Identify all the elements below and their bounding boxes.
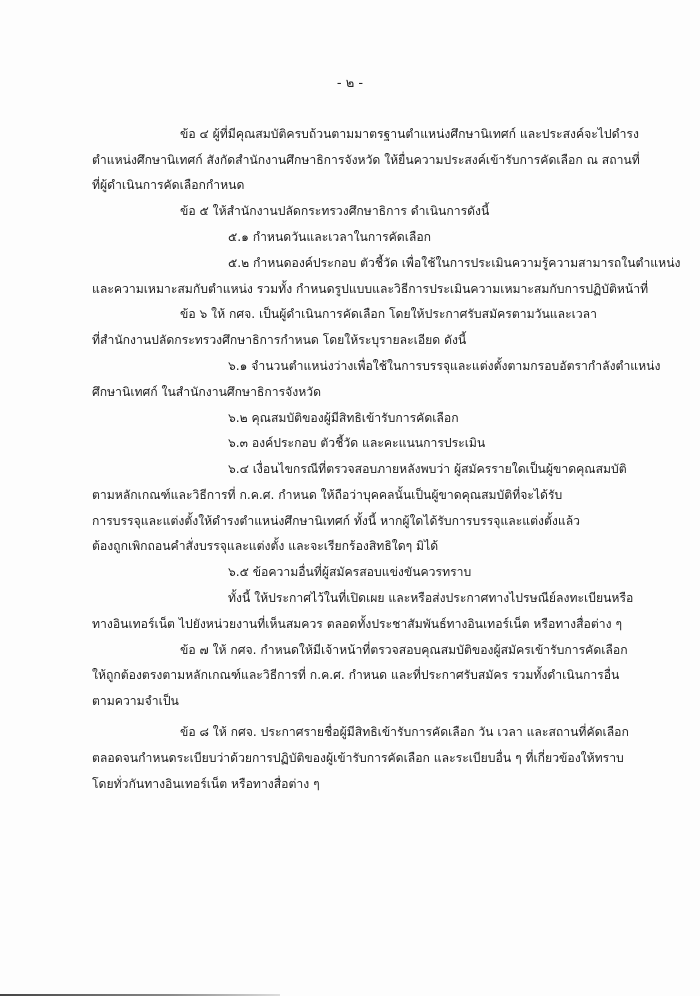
paragraph-continuation-line: และความเหมาะสมกับตำแหน่ง รวมทั้ง กำหนดรูปแบบและวิธีการประเมินความเหมาะสมกับการปฏิบัติหน้าที่ <box>92 282 649 296</box>
paragraph-continuation-line: ศึกษานิเทศก์ ในสำนักงานศึกษาธิการจังหวัด <box>92 385 321 399</box>
sub-clause-line: ๖.๓ องค์ประกอบ ตัวชี้วัด และคะแนนการประเมิน <box>228 436 486 450</box>
paragraph-continuation-line: ต้องถูกเพิกถอนคำสั่งบรรจุและแต่งตั้ง และจะเรียกร้องสิทธิใดๆ มิได้ <box>92 539 439 553</box>
page-number: - ๒ - <box>336 76 364 91</box>
sub-clause-line: ๕.๑ กำหนดวันและเวลาในการคัดเลือก <box>228 230 432 244</box>
paragraph-continuation-line: ให้ถูกต้องตรงตามหลักเกณฑ์และวิธีการที่ ก.ค.ศ. กำหนด และที่ประกาศรับสมัคร รวมทั้งดำเนินการอื่น <box>92 668 620 682</box>
sub-clause-line: ๖.๒ คุณสมบัติของผู้มีสิทธิเข้ารับการคัดเลือก <box>228 411 459 425</box>
clause-line: ข้อ ๘ ให้ กศจ. ประกาศรายชื่อผู้มีสิทธิเข้ารับการคัดเลือก วัน เวลา และสถานที่คัดเลือก <box>180 725 629 739</box>
paragraph-continuation-line: ที่สำนักงานปลัดกระทรวงศึกษาธิการกำหนด โดยให้ระบุรายละเอียด ดังนี้ <box>92 333 467 347</box>
clause-line: ข้อ ๗ ให้ กศจ. กำหนดให้มีเจ้าหน้าที่ตรวจสอบคุณสมบัติของผู้สมัครเข้ารับการคัดเลือก <box>180 643 628 657</box>
paragraph-continuation-line: การบรรจุและแต่งตั้งให้ดำรงตำแหน่งศึกษานิเทศก์ ทั้งนี้ หากผู้ใดได้รับการบรรจุและแต่งตั้งแล้ว <box>92 514 581 528</box>
paragraph-continuation-line: ทางอินเทอร์เน็ต ไปยังหน่วยงานที่เห็นสมควร ตลอดทั้งประชาสัมพันธ์ทางอินเทอร์เน็ต หรือทางสื่อต่าง ๆ <box>92 617 622 631</box>
paragraph-continuation-line: โดยทั่วกันทางอินเทอร์เน็ต หรือทางสื่อต่าง ๆ <box>92 777 320 791</box>
paragraph-continuation-line: ตามความจำเป็น <box>92 694 179 708</box>
sub-clause-line: ๖.๑ จำนวนตำแหน่งว่างเพื่อใช้ในการบรรจุและแต่งตั้งตามกรอบอัตรากำลังตำแหน่ง <box>228 359 661 373</box>
sub-clause-line: ๖.๕ ข้อความอื่นที่ผู้สมัครสอบแข่งขันควรทราบ <box>228 565 472 579</box>
sub-clause-line: ทั้งนี้ ให้ประกาศไว้ในที่เปิดเผย และหรือส่งประกาศทางไปรษณีย์ลงทะเบียนหรือ <box>228 591 634 605</box>
sub-clause-line: ๖.๔ เงื่อนไขกรณีที่ตรวจสอบภายหลังพบว่า ผู้สมัครรายใดเป็นผู้ขาดคุณสมบัติ <box>228 462 627 476</box>
paragraph-continuation-line: ที่ผู้ดำเนินการคัดเลือกกำหนด <box>92 178 245 192</box>
sub-clause-line: ๕.๒ กำหนดองค์ประกอบ ตัวชี้วัด เพื่อใช้ในการประเมินความรู้ความสามารถในตำแหน่ง <box>228 256 681 270</box>
paragraph-continuation-line: ตำแหน่งศึกษานิเทศก์ สังกัดสำนักงานศึกษาธิการจังหวัด ให้ยื่นความประสงค์เข้ารับการคัดเลือก ณ สถานที่ <box>92 153 640 167</box>
clause-line: ข้อ ๕ ให้สำนักงานปลัดกระทรวงศึกษาธิการ ดำเนินการดังนี้ <box>180 204 490 218</box>
paragraph-continuation-line: ตลอดจนกำหนดระเบียบว่าด้วยการปฏิบัติของผู้เข้ารับการคัดเลือก และระเบียบอื่น ๆ ที่เกี่ยวข้องให้ทราบ <box>92 751 624 765</box>
clause-line: ข้อ ๖ ให้ กศจ. เป็นผู้ดำเนินการคัดเลือก โดยให้ประกาศรับสมัครตามวันและเวลา <box>180 307 597 321</box>
clause-line: ข้อ ๔ ผู้ที่มีคุณสมบัติครบถ้วนตามมาตรฐานตำแหน่งศึกษานิเทศก์ และประสงค์จะไปดำรง <box>180 127 639 141</box>
paragraph-continuation-line: ตามหลักเกณฑ์และวิธีการที่ ก.ค.ศ. กำหนด ให้ถือว่าบุคคลนั้นเป็นผู้ขาดคุณสมบัติที่จะได้รับ <box>92 488 563 502</box>
